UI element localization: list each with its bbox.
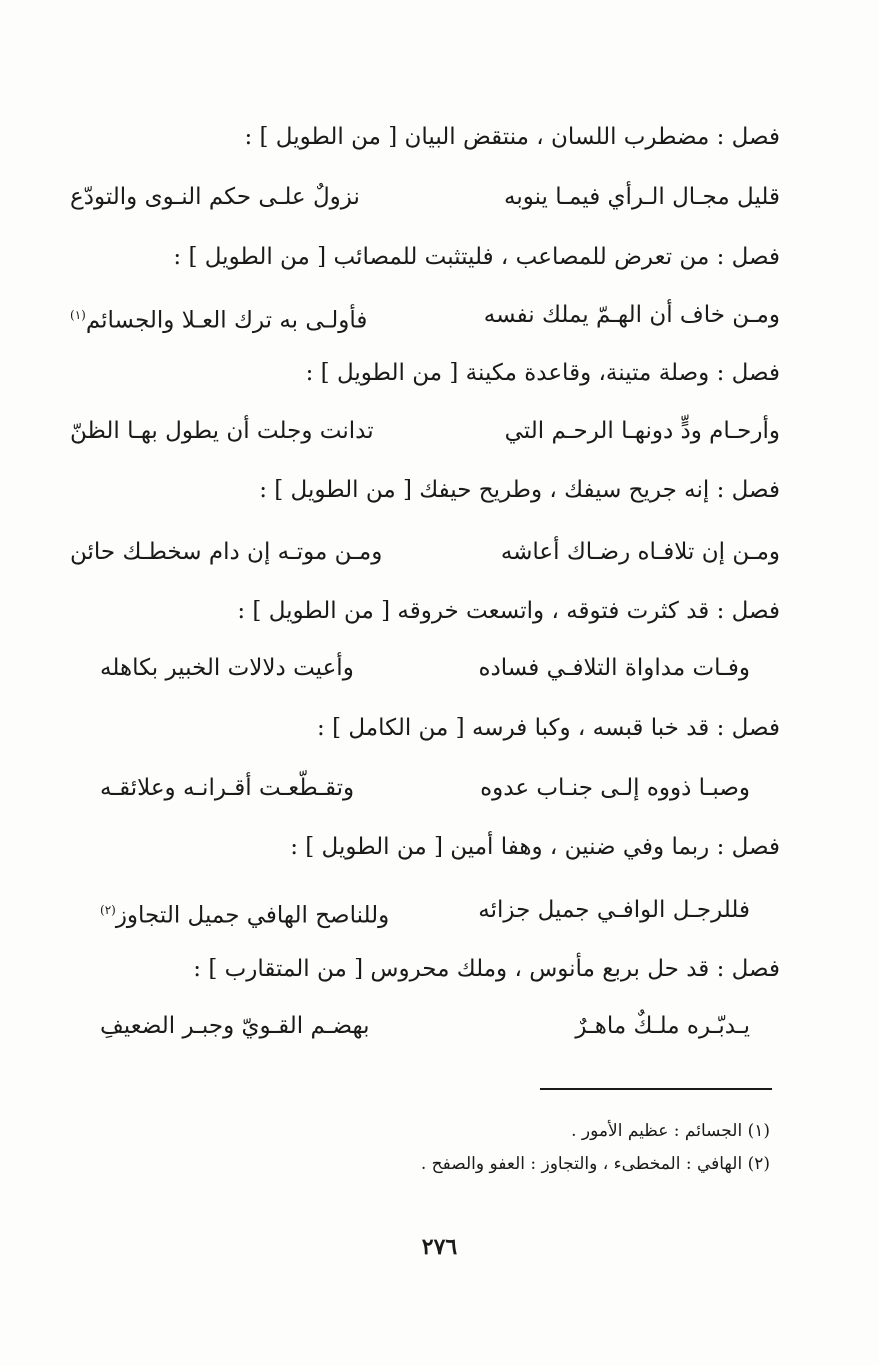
- verse-second-hemistich: [100, 890, 389, 930]
- verse-first-hemistich: ومـن خاف أن الهـمّ يملك نفسه: [483, 302, 780, 328]
- verse-line: [70, 411, 780, 451]
- verse-first-hemistich: يـدبّـره ملـكٌ ماهـرٌ: [575, 1013, 750, 1039]
- verse-first-hemistich: وأرحـام ودٍّ دونهـا الرحـم التي: [504, 418, 780, 444]
- section-heading: فصل : قد كثرت فتوقه ، واتسعت خروقه [ من الطويل ] :: [237, 598, 780, 624]
- section-heading: فصل : إنه جريح سيفك ، وطريح حيفك [ من الطويل ] :: [259, 477, 780, 503]
- footnote-marker: (١): [70, 308, 86, 322]
- verse-first-hemistich: فللرجـل الوافـي جميل جزائه: [478, 897, 750, 923]
- verse-line: [100, 648, 750, 688]
- footnote-marker: (٢): [100, 903, 116, 917]
- verse-line: [70, 177, 780, 217]
- verse-line: [100, 890, 750, 930]
- footnote-divider: [540, 1088, 772, 1090]
- section-heading: فصل : ربما وفي ضنين ، وهفا أمين [ من الطويل ] :: [290, 834, 780, 860]
- verse-second-hemistich: بهضـم القـويّ وجبـر الضعيفِ: [100, 1013, 370, 1039]
- section-heading: فصل : قد حل بربع مأنوس ، وملك محروس [ من المتقارب ] :: [193, 956, 780, 982]
- verse-second-hemistich: وأعيت دلالات الخبير بكاهله: [100, 655, 354, 681]
- verse-first-hemistich: وصبـا ذووه إلـى جنـاب عدوه: [480, 775, 750, 801]
- section-heading: فصل : وصلة متينة، وقاعدة مكينة [ من الطويل ] :: [305, 360, 780, 386]
- verse-first-hemistich: وفـات مداواة التلافـي فساده: [478, 655, 750, 681]
- page-number: ٢٧٦: [421, 1234, 458, 1260]
- verse-second-hemistich: ومـن موتـه إن دام سخطـك حائن: [70, 539, 383, 565]
- verse-first-hemistich: قليل مجـال الـرأي فيمـا ينوبه: [504, 184, 780, 210]
- hemistich-text: وللناصح الهافي جميل التجاوز: [115, 902, 390, 929]
- verse-second-hemistich: تدانت وجلت أن يطول بهـا الظنّ: [70, 418, 374, 444]
- section-heading: فصل : مضطرب اللسان ، منتقض البيان [ من الطويل ] :: [244, 124, 780, 150]
- section-heading: فصل : قد خبا قبسه ، وكبا فرسه [ من الكامل ] :: [317, 715, 780, 741]
- verse-second-hemistich: [70, 295, 367, 335]
- verse-line: [100, 1006, 750, 1046]
- section-heading: فصل : من تعرض للمصاعب ، فليتثبت للمصائب [ من الطويل ] :: [173, 244, 780, 270]
- verse-second-hemistich: نزولٌ علـى حكم النـوى والتودّع: [70, 184, 360, 210]
- footnote: (٢) الهافي : المخطىء ، والتجاوز : العفو والصفح .: [420, 1154, 770, 1174]
- verse-line: [70, 532, 780, 572]
- verse-line: [70, 295, 780, 335]
- footnote: (١) الجسائم : عظيم الأمور .: [571, 1121, 770, 1141]
- verse-second-hemistich: وتقـطّعـت أقـرانـه وعلائقـه: [100, 775, 355, 801]
- verse-first-hemistich: ومـن إن تلافـاه رضـاك أعاشه: [500, 539, 780, 565]
- hemistich-text: فأولـى به ترك العـلا والجسائم: [85, 307, 368, 334]
- verse-line: [100, 768, 750, 808]
